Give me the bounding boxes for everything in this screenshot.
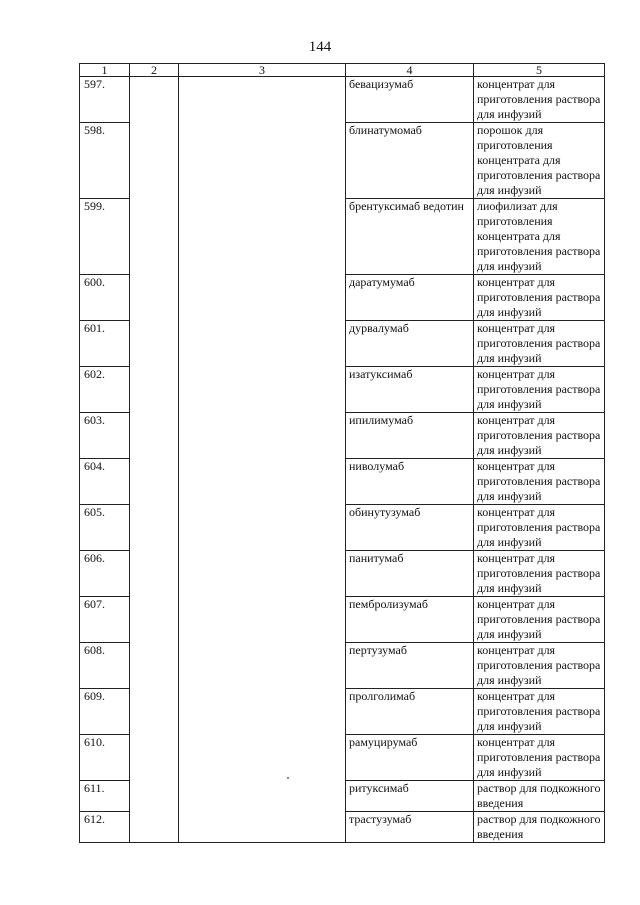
- column-3-cell: [179, 413, 346, 459]
- column-2-cell: [130, 812, 179, 843]
- drug-name-cell: обинутузумаб: [346, 505, 474, 551]
- drug-table: [79, 63, 605, 843]
- table-row: [80, 597, 605, 643]
- dosage-form-cell: концентрат для приготовления раствора для инфузий: [474, 459, 605, 505]
- drug-name-cell: даратумумаб: [346, 275, 474, 321]
- column-2-cell: [130, 643, 179, 689]
- column-3-cell: [179, 321, 346, 367]
- column-3-cell: [179, 123, 346, 199]
- column-2-cell: [130, 505, 179, 551]
- row-number-cell: 611.: [80, 781, 130, 812]
- drug-name-cell: блинатумомаб: [346, 123, 474, 199]
- column-3-cell: [179, 199, 346, 275]
- column-2-cell: [130, 413, 179, 459]
- table-row: [80, 781, 605, 812]
- column-2-cell: [130, 597, 179, 643]
- column-3-cell: [179, 643, 346, 689]
- dosage-form-cell: раствор для подкожного введения: [474, 781, 605, 812]
- column-3-cell: [179, 812, 346, 843]
- row-number-cell: 602.: [80, 367, 130, 413]
- dosage-form-cell: концентрат для приготовления раствора для инфузий: [474, 77, 605, 123]
- table-row: [80, 199, 605, 275]
- table-row: [80, 505, 605, 551]
- column-3-cell: [179, 551, 346, 597]
- dosage-form-cell: лиофилизат для приготовления концентрата для приготовления раствора для инфузий: [474, 199, 605, 275]
- row-number-cell: 597.: [80, 77, 130, 123]
- column-2-cell: [130, 459, 179, 505]
- drug-name-cell: пертузумаб: [346, 643, 474, 689]
- drug-name-cell: пролголимаб: [346, 689, 474, 735]
- column-3-cell: [179, 77, 346, 123]
- column-header-1: 1: [80, 64, 130, 77]
- table-row: [80, 275, 605, 321]
- column-3-cell: [179, 597, 346, 643]
- column-3-cell: [179, 781, 346, 812]
- row-number-cell: 607.: [80, 597, 130, 643]
- column-2-cell: [130, 275, 179, 321]
- row-number-cell: 610.: [80, 735, 130, 781]
- row-number-cell: 599.: [80, 199, 130, 275]
- column-2-cell: [130, 735, 179, 781]
- column-3-cell: [179, 459, 346, 505]
- row-number-cell: 598.: [80, 123, 130, 199]
- drug-name-cell: бевацизумаб: [346, 77, 474, 123]
- drug-name-cell: ниволумаб: [346, 459, 474, 505]
- column-3-cell: [179, 735, 346, 781]
- drug-name-cell: пембролизумаб: [346, 597, 474, 643]
- dosage-form-cell: концентрат для приготовления раствора для инфузий: [474, 367, 605, 413]
- table-row: [80, 459, 605, 505]
- row-number-cell: 600.: [80, 275, 130, 321]
- table-body: [80, 77, 605, 843]
- column-header-3: 3: [179, 64, 346, 77]
- column-2-cell: [130, 689, 179, 735]
- dosage-form-cell: концентрат для приготовления раствора для инфузий: [474, 643, 605, 689]
- row-number-cell: 601.: [80, 321, 130, 367]
- table-row: [80, 413, 605, 459]
- column-3-cell: [179, 689, 346, 735]
- table-row: [80, 689, 605, 735]
- drug-name-cell: брентуксимаб ведотин: [346, 199, 474, 275]
- dosage-form-cell: концентрат для приготовления раствора для инфузий: [474, 735, 605, 781]
- column-3-cell: [179, 505, 346, 551]
- row-number-cell: 606.: [80, 551, 130, 597]
- column-2-cell: [130, 77, 179, 123]
- column-2-cell: [130, 123, 179, 199]
- column-2-cell: [130, 781, 179, 812]
- drug-name-cell: панитумаб: [346, 551, 474, 597]
- table-row: [80, 812, 605, 843]
- page-number: 144: [308, 39, 332, 55]
- drug-name-cell: рамуцирумаб: [346, 735, 474, 781]
- table-row: [80, 77, 605, 123]
- drug-name-cell: ипилимумаб: [346, 413, 474, 459]
- dosage-form-cell: порошок для приготовления концентрата для приготовления раствора для инфузий: [474, 123, 605, 199]
- drug-name-cell: изатуксимаб: [346, 367, 474, 413]
- table-row: [80, 321, 605, 367]
- dosage-form-cell: концентрат для приготовления раствора для инфузий: [474, 321, 605, 367]
- table-row: [80, 643, 605, 689]
- dosage-form-cell: концентрат для приготовления раствора для инфузий: [474, 597, 605, 643]
- row-number-cell: 608.: [80, 643, 130, 689]
- drug-name-cell: дурвалумаб: [346, 321, 474, 367]
- column-header-5: 5: [474, 64, 605, 77]
- drug-name-cell: ритуксимаб: [346, 781, 474, 812]
- dosage-form-cell: концентрат для приготовления раствора для инфузий: [474, 413, 605, 459]
- table-row: [80, 735, 605, 781]
- dosage-form-cell: концентрат для приготовления раствора для инфузий: [474, 551, 605, 597]
- dosage-form-cell: концентрат для приготовления раствора для инфузий: [474, 505, 605, 551]
- table-row: [80, 123, 605, 199]
- table-row: [80, 367, 605, 413]
- column-2-cell: [130, 551, 179, 597]
- column-2-cell: [130, 367, 179, 413]
- row-number-cell: 604.: [80, 459, 130, 505]
- row-number-cell: 609.: [80, 689, 130, 735]
- column-2-cell: [130, 321, 179, 367]
- row-number-cell: 605.: [80, 505, 130, 551]
- drug-name-cell: трастузумаб: [346, 812, 474, 843]
- column-3-cell: [179, 367, 346, 413]
- row-number-cell: 612.: [80, 812, 130, 843]
- column-2-cell: [130, 199, 179, 275]
- stray-mark: [287, 777, 289, 779]
- row-number-cell: 603.: [80, 413, 130, 459]
- dosage-form-cell: концентрат для приготовления раствора для инфузий: [474, 689, 605, 735]
- column-3-cell: [179, 275, 346, 321]
- dosage-form-cell: раствор для подкожного введения: [474, 812, 605, 843]
- column-header-2: 2: [130, 64, 179, 77]
- table-row: [80, 551, 605, 597]
- table-header-row: [80, 64, 605, 77]
- dosage-form-cell: концентрат для приготовления раствора для инфузий: [474, 275, 605, 321]
- column-header-4: 4: [346, 64, 474, 77]
